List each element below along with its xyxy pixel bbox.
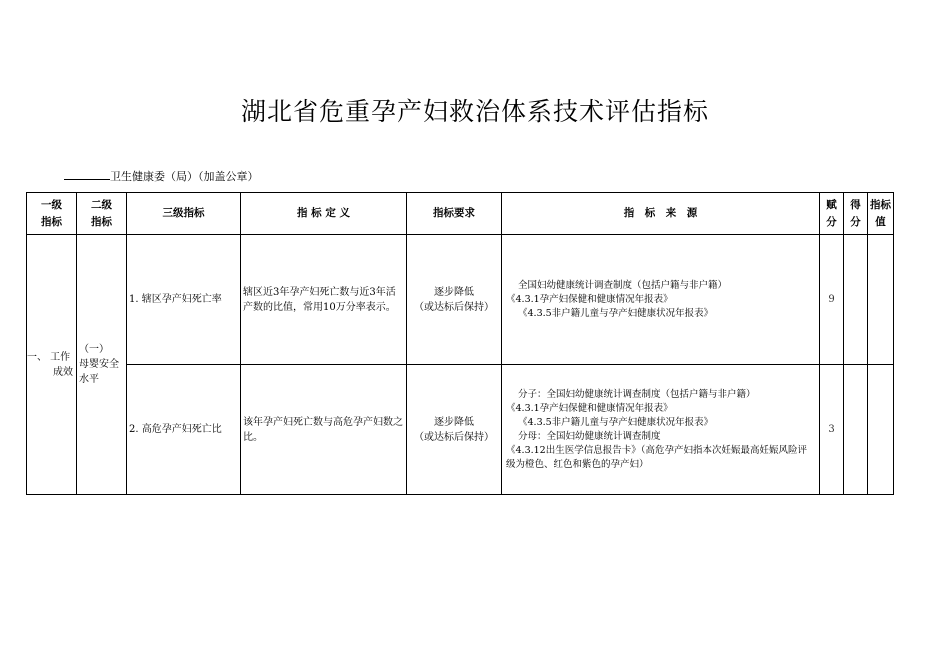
- requirement-cell: 逐步降低 （或达标后保持）: [407, 235, 502, 365]
- level3-cell: 1. 辖区孕产妇死亡率: [127, 235, 241, 365]
- source-cell: 全国妇幼健康统计调查制度（包括户籍与非户籍） 《4.3.1孕产妇保健和健康情况年报表》 《4.3.5非户籍儿童与孕产妇健康状况年报表》: [502, 235, 820, 365]
- definition-cell: 该年孕产妇死亡数与高危孕产妇数之比。: [241, 365, 407, 495]
- header-row: [27, 193, 894, 235]
- header-source: 指 标 来 源: [502, 193, 820, 235]
- level2-cell: （一） 母婴安全 水平: [77, 235, 127, 495]
- table-row: [27, 365, 894, 495]
- table-row: [27, 235, 894, 365]
- issuer-blank[interactable]: [64, 169, 110, 180]
- level1-cell: 一、 工作成效: [27, 235, 77, 495]
- level3-cell: 2. 高危孕产妇死亡比: [127, 365, 241, 495]
- header-value: 指标 值: [868, 193, 894, 235]
- source-cell: 分子：全国妇幼健康统计调查制度（包括户籍与非户籍） 《4.3.1孕产妇保健和健康情况年报表》 《4.3.5非户籍儿童与孕产妇健康状况年报表》 分母：全国妇幼健康统计调查制度 《4.3.12出生医学信息报告卡》（高危孕产妇指本次妊娠最高妊娠风险评级为橙色、红色和紫色的孕产妇）: [502, 365, 820, 495]
- header-level3: 三级指标: [127, 193, 241, 235]
- header-level2: 二级 指标: [77, 193, 127, 235]
- header-obtained: 得 分: [844, 193, 868, 235]
- issuer-line: [64, 168, 259, 184]
- header-definition: 指 标 定 义: [241, 193, 407, 235]
- document-title: 湖北省危重孕产妇救治体系技术评估指标: [240, 97, 709, 126]
- issuer-text: 卫生健康委（局）（加盖公章）: [110, 170, 259, 183]
- header-level1: 一级 指标: [27, 193, 77, 235]
- definition-cell: 辖区近3年孕产妇死亡数与近3年活产数的比值，常用10万分率表示。: [241, 235, 407, 365]
- obtained-cell[interactable]: [844, 235, 868, 365]
- header-score: 赋 分: [820, 193, 844, 235]
- requirement-cell: 逐步降低 （或达标后保持）: [407, 365, 502, 495]
- value-cell[interactable]: [868, 235, 894, 365]
- obtained-cell[interactable]: [844, 365, 868, 495]
- score-cell: 9: [820, 235, 844, 365]
- header-requirement: 指标要求: [407, 193, 502, 235]
- indicator-table: [26, 192, 894, 495]
- score-cell: 3: [820, 365, 844, 495]
- value-cell[interactable]: [868, 365, 894, 495]
